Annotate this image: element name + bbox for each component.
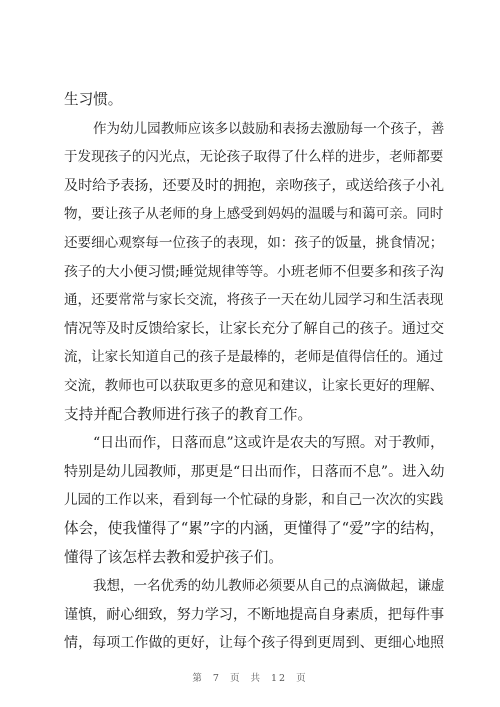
text-line: 我想，一名优秀的幼儿教师必须要从自己的点滴做起，谦虚	[93, 578, 445, 595]
text-line: 儿园的工作以来，看到每一个忙碌的身影，和自己一次次的实践	[64, 492, 444, 509]
text-line: 及时给予表扬，还要及时的拥抱，亲吻孩子，或送给孩子小礼	[64, 177, 445, 194]
document-body	[64, 86, 444, 658]
text-line: 生习惯。	[64, 91, 123, 108]
text-line: 还要细心观察每一位孩子的表现，如：孩子的饭量，挑食情况；	[64, 234, 444, 251]
text-line: 谨慎，耐心细致，努力学习，不断地提高自身素质，把每件事	[64, 606, 445, 623]
text-line: 流，让家长知道自己的孩子是最棒的，老师是值得信任的。通过	[64, 349, 444, 366]
text-line: “日出而作，日落而息”这或许是农夫的写照。对于教师，	[93, 435, 445, 452]
text-line: 情，每项工作做的更好，让每个孩子得到更周到、更细心地照	[64, 635, 445, 652]
text-line: 作为幼儿园教师应该多以鼓励和表扬去激励每一个孩子，善	[93, 120, 445, 137]
text-line: 交流，教师也可以获取更多的意见和建议，让家长更好的理解、	[64, 377, 444, 394]
text-line: 特别是幼儿园教师，那更是“日出而作，日落而不息”。进入幼	[64, 463, 445, 480]
page-number-footer: 第 7 页 共 12 页	[192, 673, 308, 684]
text-line: 懂得了该怎样去教和爱护孩子们。	[64, 548, 283, 566]
text-line: 物，要让孩子从老师的身上感受到妈妈的温暖与和蔼可亲。同时	[64, 206, 444, 223]
text-line: 通，还要常常与家长交流，将孩子一天在幼儿园学习和生活表现	[64, 292, 444, 309]
text-line: 于发现孩子的闪光点，无论孩子取得了什么样的进步，老师都要	[64, 149, 444, 166]
text-line: 支持并配合教师进行孩子的教育工作。	[64, 405, 313, 423]
text-line: 孩子的大小便习惯;睡觉规律等等。小班老师不但要多和孩子沟	[64, 263, 444, 280]
text-line: 情况等及时反馈给家长，让家长充分了解自己的孩子。通过交	[64, 320, 445, 337]
text-line: 体会，使我懂得了“累”字的内涵，更懂得了“爱”字的结构，	[64, 519, 445, 537]
